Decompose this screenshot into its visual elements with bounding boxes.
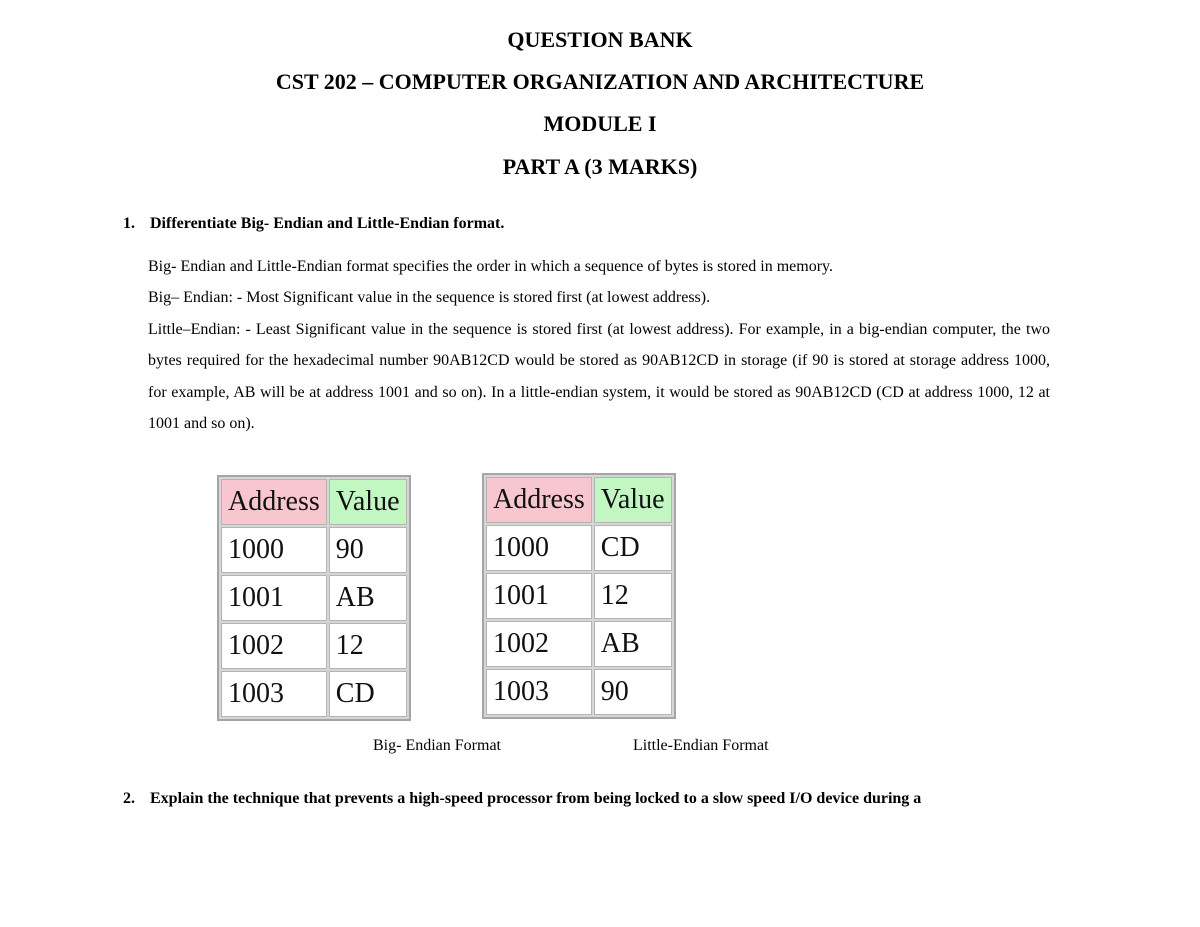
table-row <box>221 671 407 717</box>
address-cell: 1000 <box>486 525 592 571</box>
value-cell: 12 <box>329 623 407 669</box>
answer-paragraph-big-endian: Big– Endian: - Most Significant value in the sequence is stored first (at lowest address). <box>148 289 711 307</box>
address-cell: 1002 <box>486 621 592 667</box>
little-endian-table <box>482 473 676 719</box>
address-cell: 1000 <box>221 527 327 573</box>
course-title: CST 202 – COMPUTER ORGANIZATION AND ARCHITECTURE <box>275 69 925 94</box>
table-header-row <box>221 479 407 525</box>
table-row <box>221 623 407 669</box>
question-2-title <box>123 789 921 809</box>
address-cell: 1001 <box>221 575 327 621</box>
big-endian-table <box>217 475 411 721</box>
address-cell: 1003 <box>221 671 327 717</box>
document-title: QUESTION BANK <box>507 27 693 52</box>
table-row <box>486 621 672 667</box>
address-column-header: Address <box>486 477 592 523</box>
value-cell: CD <box>594 525 672 571</box>
part-title: PART A (3 MARKS) <box>502 154 698 179</box>
question-2-text: Explain the technique that prevents a high-speed processor from being locked to a slow speed I/O device during a <box>150 790 922 807</box>
value-cell: 90 <box>594 669 672 715</box>
table-header-row <box>486 477 672 523</box>
module-title: MODULE I <box>543 111 657 136</box>
answer-paragraph-intro: Big- Endian and Little-Endian format specifies the order in which a sequence of bytes is stored in memory. <box>148 258 833 275</box>
table-row <box>221 575 407 621</box>
question-1-number: 1. <box>123 215 135 232</box>
answer-paragraph-little-endian: Little–Endian: - Least Significant value in the sequence is stored first (at lowest address). For example, in a big-endian computer, the two bytes required for the hexadecimal number 90AB12CD would be stored as 90AB12CD in storage (if 90 is stored at storage address 1000, for example, AB will be at address 1001 and so on). In a little-endian system, it would be stored as 90AB12CD (CD at address 1000, 12 at 1001 and so on). <box>148 320 1050 433</box>
value-cell: 12 <box>594 573 672 619</box>
question-2-number: 2. <box>123 790 135 807</box>
big-endian-caption: Big- Endian Format <box>373 737 501 754</box>
value-cell: CD <box>329 671 407 717</box>
address-cell: 1002 <box>221 623 327 669</box>
question-1-text: Differentiate Big- Endian and Little-Endian format. <box>150 215 505 232</box>
value-cell: AB <box>329 575 407 621</box>
value-column-header: Value <box>329 479 407 525</box>
little-endian-caption: Little-Endian Format <box>633 737 769 754</box>
table-row <box>221 527 407 573</box>
question-1-title <box>123 214 504 234</box>
address-cell: 1003 <box>486 669 592 715</box>
table-row <box>486 573 672 619</box>
table-row <box>486 525 672 571</box>
address-cell: 1001 <box>486 573 592 619</box>
question-1-answer <box>148 251 1050 439</box>
address-column-header: Address <box>221 479 327 525</box>
value-cell: AB <box>594 621 672 667</box>
value-cell: 90 <box>329 527 407 573</box>
value-column-header: Value <box>594 477 672 523</box>
table-row <box>486 669 672 715</box>
